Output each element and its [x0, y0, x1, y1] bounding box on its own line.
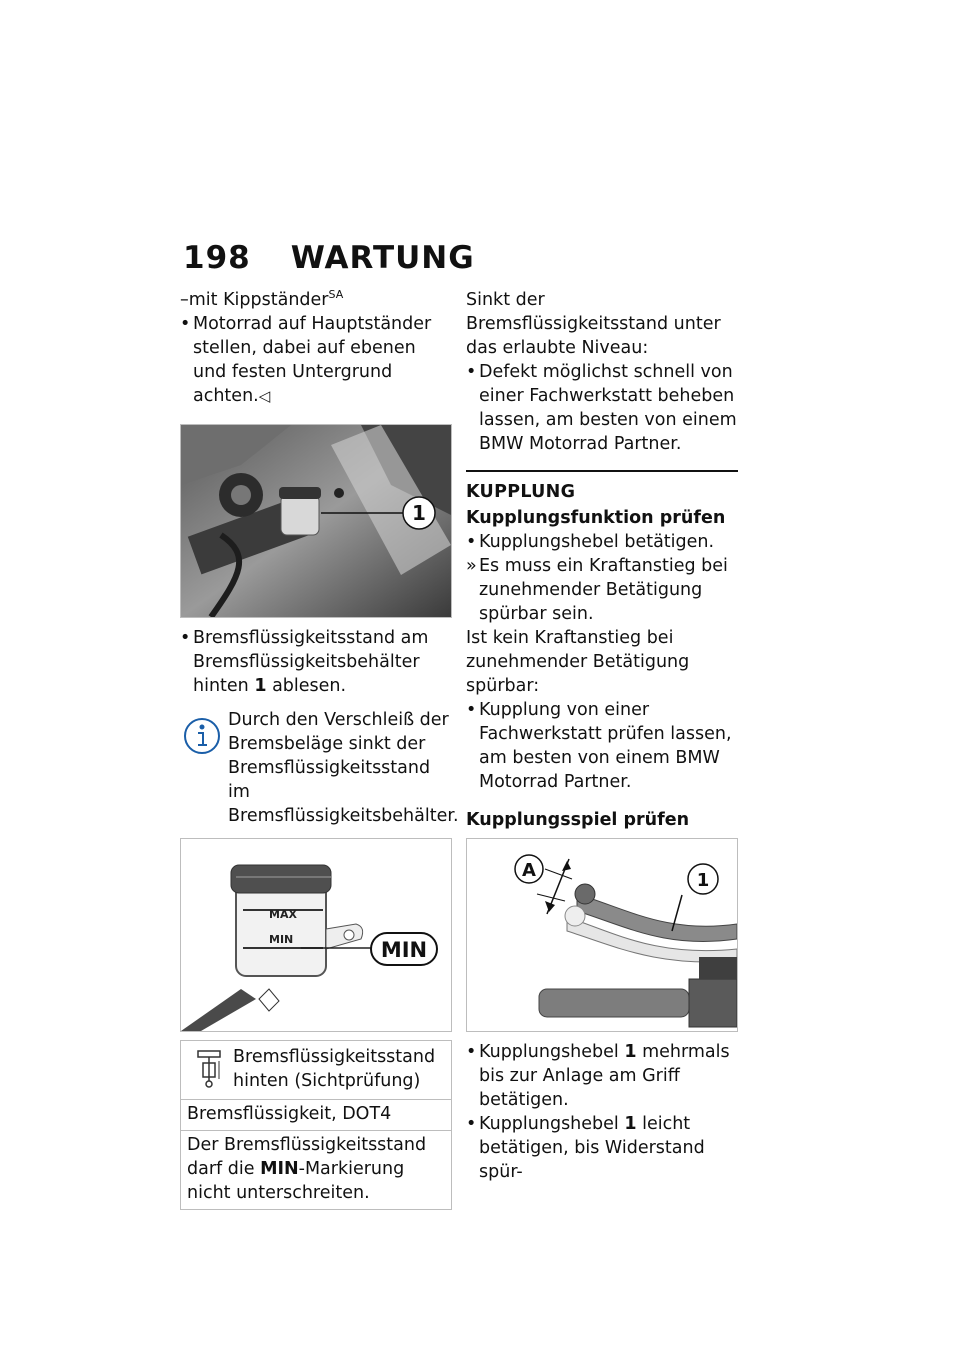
page-number: 198 [183, 240, 251, 276]
section-title: KUPPLUNG [466, 482, 576, 502]
min-max-drawing [181, 839, 451, 1031]
bullet-fachwerkstatt: • Kupplung von einer Fachwerkstatt prüfen lassen, am besten von einem BMW Motorrad Partner. [466, 698, 738, 794]
page-title: WARTUNG [290, 240, 475, 276]
min-mark-label: MIN [269, 933, 294, 946]
end-mark-icon: ◁ [258, 387, 271, 405]
spec-table-head [181, 1041, 451, 1099]
spec-table-row-fluid: Bremsflüssigkeit, DOT4 [181, 1099, 451, 1130]
left-column [180, 288, 459, 1210]
max-mark-label: MAX [269, 908, 297, 921]
section-kupplung [466, 470, 738, 530]
clutch-lever-drawing [467, 839, 737, 1031]
bullet-defekt: • Defekt möglichst schnell von einer Fachwerkstatt beheben lassen, am besten von einem BMW Motorrad Partner. [466, 360, 738, 456]
bullet-leicht: • Kupplungshebel 1 leicht betätigen, bis Widerstand spür- [466, 1112, 738, 1184]
subtitle-clutch-play: Kupplungsspiel prüfen [466, 810, 690, 830]
bullet-hauptstaender: • Motorrad auf Hauptständer stellen, dabei auf ebenen und festen Untergrund achten.◁ [180, 312, 452, 408]
info-icon [182, 716, 222, 756]
bullet-ablesen: • Bremsflüssigkeitsstand am Bremsflüssigkeitsbehälter hinten 1 ablesen. [180, 626, 452, 698]
fig3-callout-1: 1 [696, 870, 710, 891]
para-niveau: Sinkt der Bremsflüssigkeitsstand unter das erlaubte Niveau: [466, 290, 721, 358]
para-kein-kraftanstieg: Ist kein Kraftanstieg bei zunehmender Betätigung spürbar: [466, 628, 690, 696]
fig1-callout-label: 1 [412, 501, 426, 525]
fig3-callout-a: A [522, 860, 536, 881]
variant-sup: SA [328, 288, 344, 302]
spec-table [180, 1040, 452, 1210]
info-note [180, 708, 459, 828]
spec-table-title: Bremsflüssigkeitsstand hinten (Sichtprüfung) [233, 1047, 436, 1091]
figure-clutch-lever [466, 838, 738, 1032]
variant-line: –mit Kippständer$^{SA}$ [180, 288, 344, 310]
fluid-level-icon [195, 1049, 223, 1089]
info-text: Durch den Verschleiß der Bremsbeläge sinkt der Bremsflüssigkeitsstand im Bremsflüssigkeitsbehälter. [228, 710, 459, 826]
figure-rear-brake-reservoir [180, 424, 452, 618]
figure-min-max-marks [180, 838, 452, 1032]
subtitle-function-check: Kupplungsfunktion prüfen [466, 508, 726, 528]
bullet-mehrmals: • Kupplungshebel 1 mehrmals bis zur Anlage am Griff betätigen. [466, 1040, 738, 1112]
result-kraftanstieg: » Es muss ein Kraftanstieg bei zunehmender Betätigung spürbar sein. [466, 554, 738, 626]
rear-reservoir-photo [181, 425, 451, 617]
min-callout-label: MIN [380, 938, 428, 962]
spec-table-row-min: Der Bremsflüssigkeitsstand darf die MIN-Markierung nicht unterschreiten. [181, 1130, 451, 1209]
bullet-betaetigen: • Kupplungshebel betätigen. [466, 530, 738, 554]
page-header [183, 240, 475, 276]
right-column [466, 288, 738, 1184]
